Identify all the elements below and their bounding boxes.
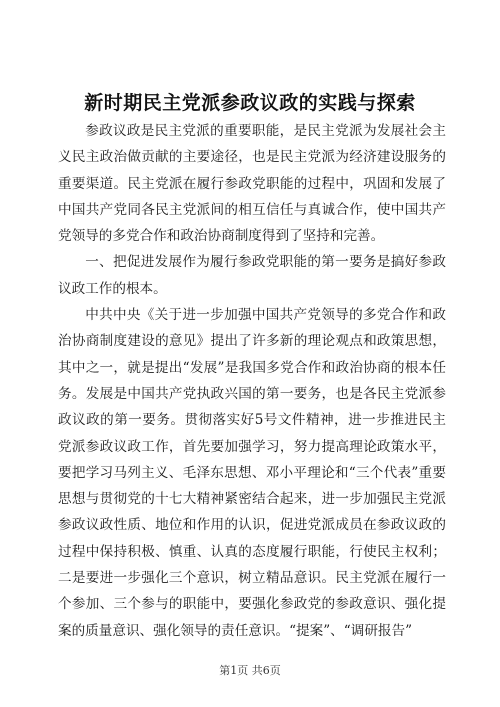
paragraph-main: 中共中央《关于进一步加强中国共产党领导的多党合作和政治协商制度建设的意见》提出了许多新的理论观点和政策思想，其中之一，就是提出“发展”是我国多党合作和政治协商的根本任务。发展是中国共产党执政兴国的第一要务，也是各民主党派参政议政的第一要务。贯彻落实好5号文件精神，进一步推进民主党派参政议政工作，首先要加强学习，努力提高理论政策水平，要把学习马列主义、毛泽东思想、邓小平理论和“三个代表”重要思想与贯彻党的十七大精神紧密结合起来，进一步加强民主党派参政议政性质、地位和作用的认识，促进党派成员在参政议政的过程中保持积极、慎重、认真的态度履行职能，行使民主权利；二是要进一步强化三个意识，树立精品意识。民主党派在履行一个参加、三个参与的职能中，要强化参政党的参政意识、强化提案的质量意识、强化领导的责任意识。“提案”、“调研报告” — [58, 307, 446, 639]
document-body — [58, 118, 446, 644]
page-footer: 第1页 共6页 — [219, 664, 281, 677]
paragraph-intro: 参政议政是民主党派的重要职能，是民主党派为发展社会主义民主政治做贡献的主要途径，也是民主党派为经济建设服务的重要渠道。民主党派在履行参政党职能的过程中，巩固和发展了中国共产党同各民主党派间的相互信任与真诚合作，使中国共产党领导的多党合作和政治协商制度得到了坚持和完善。 — [58, 123, 446, 245]
paragraph-section-heading: 一、把促进发展作为履行参政党职能的第一要务是搞好参政议政工作的根本。 — [58, 254, 446, 297]
document-title: 新时期民主党派参政议政的实践与探索 — [84, 92, 416, 114]
